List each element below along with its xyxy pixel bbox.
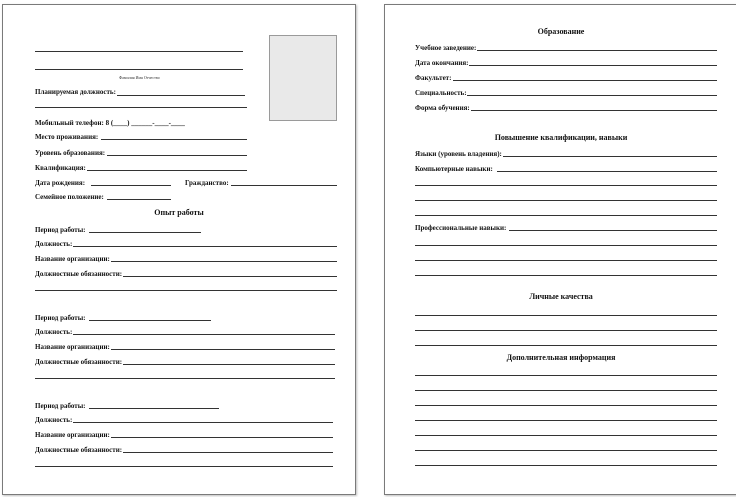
family-line[interactable] — [107, 199, 171, 200]
education-level-line[interactable] — [107, 155, 247, 156]
additional-line-3[interactable] — [415, 405, 717, 406]
computer-skills-line-4[interactable] — [415, 215, 717, 216]
job2-position-label: Должность: — [35, 328, 73, 336]
job1-duties-label: Должностные обязанности: — [35, 270, 123, 278]
additional-line-6[interactable] — [415, 450, 717, 451]
job2-company-line[interactable] — [111, 349, 335, 350]
computer-skills-line-2[interactable] — [415, 185, 717, 186]
additional-line-4[interactable] — [415, 420, 717, 421]
job3-duties-label: Должностные обязанности: — [35, 446, 123, 454]
position-label: Планируемая должность: — [35, 88, 116, 96]
specialty-line[interactable] — [467, 95, 717, 96]
job1-period-line[interactable] — [89, 232, 201, 233]
job2-company-label: Название организации: — [35, 343, 110, 351]
graduation-line[interactable] — [469, 65, 717, 66]
professional-skills-label: Профессиональные навыки: — [415, 224, 507, 232]
position-line[interactable] — [117, 95, 245, 96]
professional-skills-line-4[interactable] — [415, 275, 717, 276]
qualification-line[interactable] — [87, 170, 247, 171]
job1-duties-line-2[interactable] — [35, 290, 337, 291]
job2-duties-label: Должностные обязанности: — [35, 358, 123, 366]
name-caption: Фамилия Имя Отчество — [119, 75, 160, 80]
position-line-2[interactable] — [35, 107, 247, 108]
education-level-label: Уровень образования: — [35, 149, 106, 157]
job2-period-label: Период работы: — [35, 314, 86, 322]
job1-company-line[interactable] — [111, 261, 337, 262]
personal-line-2[interactable] — [415, 330, 717, 331]
additional-info-heading: Дополнительная информация — [506, 353, 616, 362]
computer-skills-line-3[interactable] — [415, 200, 717, 201]
languages-label: Языки (уровень владения): — [415, 150, 502, 158]
job3-duties-line-2[interactable] — [35, 466, 333, 467]
job3-period-line[interactable] — [89, 408, 219, 409]
additional-line-2[interactable] — [415, 390, 717, 391]
computer-skills-line[interactable] — [497, 171, 717, 172]
job2-duties-line[interactable] — [123, 364, 335, 365]
faculty-line[interactable] — [453, 80, 717, 81]
name-line-2[interactable] — [35, 69, 243, 70]
resume-page-left — [2, 4, 356, 495]
additional-line-5[interactable] — [415, 435, 717, 436]
job2-period-line[interactable] — [89, 320, 211, 321]
photo-placeholder[interactable] — [269, 35, 337, 121]
phone-label: Мобильный телефон: 8 (____) ______-____-____ — [35, 119, 185, 127]
job3-company-label: Название организации: — [35, 431, 110, 439]
address-line[interactable] — [101, 139, 247, 140]
institution-line[interactable] — [477, 50, 717, 51]
work-heading: Опыт работы — [154, 208, 204, 217]
specialty-label: Специальность: — [415, 89, 467, 97]
address-label: Место проживания: — [35, 133, 99, 141]
job1-period-label: Период работы: — [35, 226, 86, 234]
professional-skills-line[interactable] — [509, 230, 717, 231]
job1-duties-line[interactable] — [123, 276, 337, 277]
citizenship-label: Гражданство: — [185, 179, 229, 187]
job3-company-line[interactable] — [111, 437, 333, 438]
computer-skills-label: Компьютерные навыки: — [415, 165, 493, 173]
languages-line[interactable] — [503, 156, 717, 157]
job2-position-line[interactable] — [73, 334, 335, 335]
additional-line-1[interactable] — [415, 375, 717, 376]
job3-period-label: Период работы: — [35, 402, 86, 410]
study-form-label: Форма обучения: — [415, 104, 470, 112]
name-line-1[interactable] — [35, 51, 243, 52]
study-form-line[interactable] — [471, 110, 717, 111]
job3-duties-line[interactable] — [123, 452, 333, 453]
resume-page-right — [384, 4, 736, 495]
job1-position-label: Должность: — [35, 240, 73, 248]
additional-line-7[interactable] — [415, 465, 717, 466]
personal-line-3[interactable] — [415, 345, 717, 346]
family-label: Семейное положение: — [35, 193, 104, 201]
qualification-heading: Повышение квалификации, навыки — [494, 133, 628, 142]
qualification-label: Квалификация: — [35, 164, 86, 172]
graduation-label: Дата окончания: — [415, 59, 469, 67]
job3-position-line[interactable] — [73, 422, 333, 423]
faculty-label: Факультет: — [415, 74, 452, 82]
job1-position-line[interactable] — [73, 246, 337, 247]
citizenship-line[interactable] — [231, 185, 337, 186]
education-heading: Образование — [537, 27, 585, 36]
job3-position-label: Должность: — [35, 416, 73, 424]
personal-qualities-heading: Личные качества — [529, 292, 593, 301]
professional-skills-line-3[interactable] — [415, 260, 717, 261]
birthdate-label: Дата рождения: — [35, 179, 86, 187]
job1-company-label: Название организации: — [35, 255, 110, 263]
professional-skills-line-2[interactable] — [415, 245, 717, 246]
personal-line-1[interactable] — [415, 315, 717, 316]
job2-duties-line-2[interactable] — [35, 378, 335, 379]
birthdate-line[interactable] — [91, 185, 171, 186]
institution-label: Учебное заведение: — [415, 44, 477, 52]
